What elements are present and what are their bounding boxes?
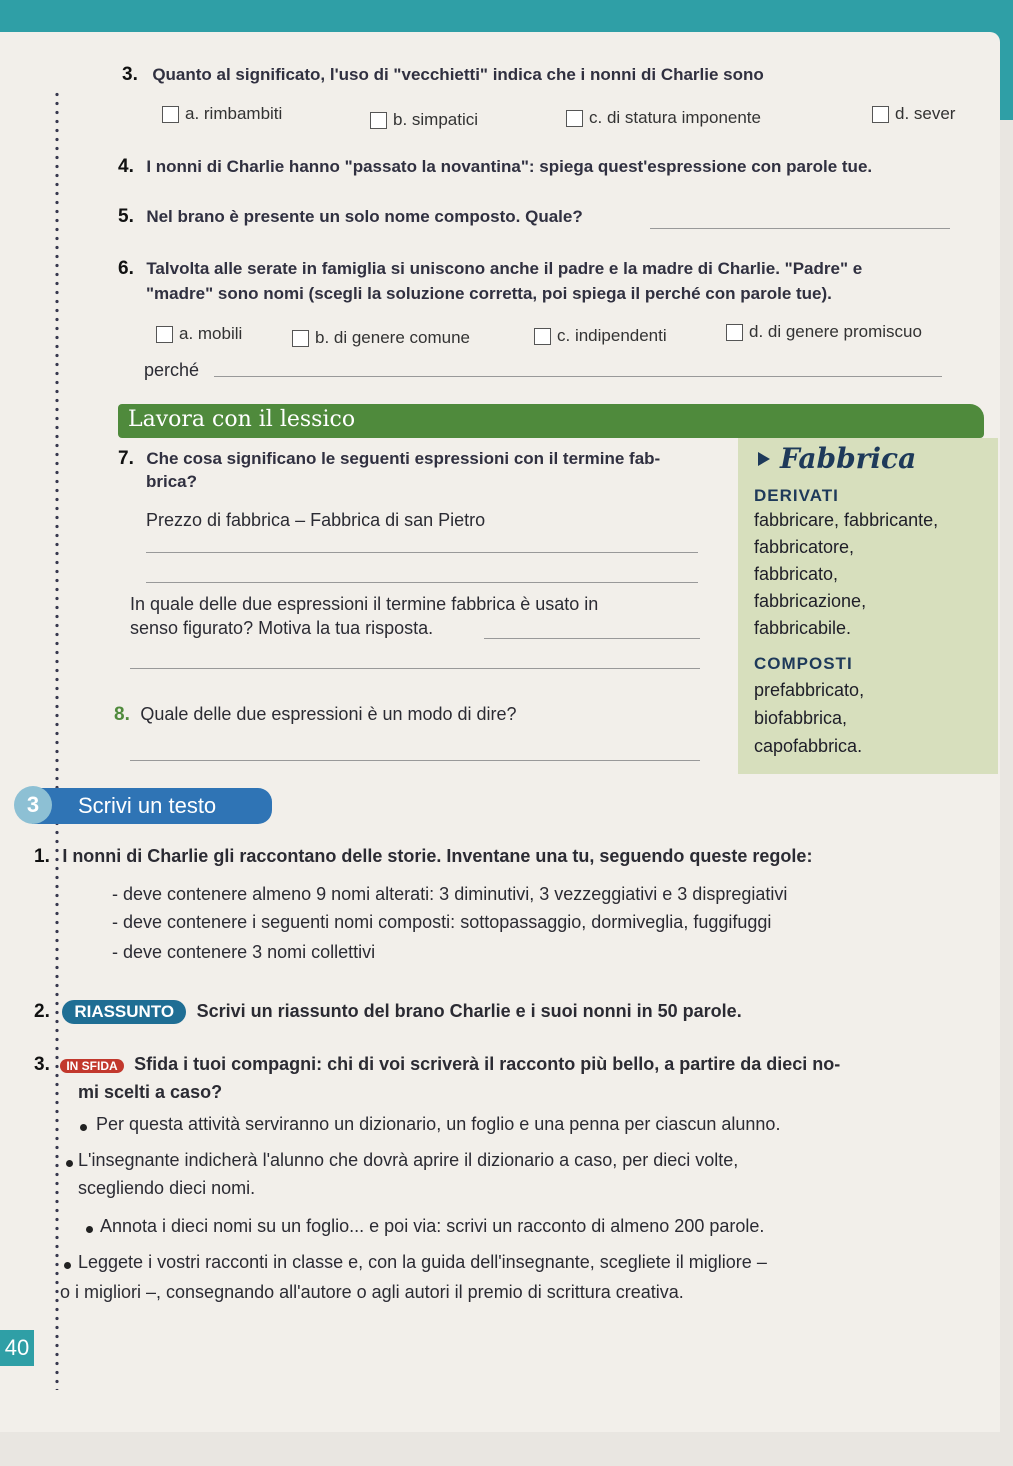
q7-answer-line-1[interactable]	[146, 552, 698, 553]
q6-prompt-line1: 6. Talvolta alle serate in famiglia si uniscono anche il padre e la madre di Charlie. "Padre" e	[118, 258, 863, 279]
task1-rule-2: - deve contenere i seguenti nomi composti: sottopassaggio, dormiveglia, fuggifuggi	[112, 912, 772, 932]
task1-rule-3: - deve contenere 3 nomi collettivi	[112, 942, 376, 962]
fabbrica-word-box	[738, 438, 998, 774]
checkbox[interactable]	[370, 112, 387, 129]
q8-prompt: 8. Quale delle due espressioni è un modo di dire?	[114, 704, 517, 725]
q5-prompt: 5. Nel brano è presente un solo nome composto. Quale?	[118, 206, 583, 227]
task1-prompt: 1. I nonni di Charlie gli raccontano delle storie. Inventane una tu, seguendo queste regole:	[34, 846, 813, 867]
task1-rule-1: - deve contenere almeno 9 nomi alterati: 3 diminutivi, 3 vezzeggiativi e 3 dispregiativi	[112, 884, 788, 904]
bullet-icon	[64, 1262, 71, 1269]
q4-prompt: 4. I nonni di Charlie hanno "passato la novantina": spiega quest'espressione con parole tue.	[118, 156, 873, 177]
checkbox[interactable]	[162, 106, 179, 123]
q6-perche-label: perché	[144, 360, 200, 380]
q7-expressions: Prezzo di fabbrica – Fabbrica di san Pietro	[146, 510, 486, 530]
bullet-icon	[66, 1160, 73, 1167]
q7-prompt-line1: 7. Che cosa significano le seguenti espressioni con il termine fab-	[118, 448, 661, 469]
q3-option-b[interactable]: b. simpatici	[370, 110, 478, 130]
task3-bullet-1: Per questa attività serviranno un dizionario, un foglio e una penna per ciascun alunno.	[96, 1114, 781, 1134]
composti-item: prefabbricato,	[754, 680, 865, 700]
task3-prompt-line2: mi scelti a caso?	[78, 1082, 223, 1102]
in-sfida-tag: IN SFIDA	[60, 1059, 123, 1073]
q3-option-d[interactable]: d. sever	[872, 104, 955, 124]
q7-sub-line2: senso figurato? Motiva la tua risposta.	[130, 618, 434, 638]
q6-option-b[interactable]: b. di genere comune	[292, 328, 470, 348]
dotted-margin	[54, 90, 60, 1390]
derivati-item: fabbricatore,	[754, 537, 855, 557]
bullet-icon	[80, 1124, 87, 1131]
q7-sub-answer-line-2[interactable]	[130, 668, 700, 669]
section-number-badge: 3	[14, 786, 52, 824]
q6-option-c[interactable]: c. indipendenti	[534, 326, 667, 346]
scrivi-banner: Scrivi un testo	[32, 788, 272, 824]
checkbox[interactable]	[726, 324, 743, 341]
task3-prompt: 3. IN SFIDA Sfida i tuoi compagni: chi di voi scriverà il racconto più bello, a partire da dieci no-	[34, 1054, 841, 1075]
task3-bullet-4: Leggete i vostri racconti in classe e, con la guida dell'insegnante, scegliete il migliore –	[78, 1252, 767, 1272]
task3-bullet-2: L'insegnante indicherà l'alunno che dovrà aprire il dizionario a caso, per dieci volte,	[78, 1150, 739, 1170]
checkbox[interactable]	[566, 110, 583, 127]
word-box-title: Fabbrica	[780, 442, 917, 475]
derivati-item: fabbricazione,	[754, 591, 867, 611]
composti-item: biofabbrica,	[754, 708, 848, 728]
q3-prompt: 3. Quanto al significato, l'uso di "vecchietti" indica che i nonni di Charlie sono	[122, 64, 764, 85]
q6-option-a[interactable]: a. mobili	[156, 324, 242, 344]
task3-bullet-3: Annota i dieci nomi su un foglio... e poi via: scrivi un racconto di almeno 200 parole.	[100, 1216, 765, 1236]
task2-prompt: 2. RIASSUNTO Scrivi un riassunto del brano Charlie e i suoi nonni in 50 parole.	[34, 1001, 742, 1022]
checkbox[interactable]	[872, 106, 889, 123]
task3-bullet-4-cont: o i migliori –, consegnando all'autore o agli autori il premio di scrittura creativa.	[60, 1282, 684, 1302]
lessico-banner: Lavora con il lessico	[118, 404, 984, 438]
q7-answer-line-2[interactable]	[146, 582, 698, 583]
derivati-item: fabbricato,	[754, 564, 839, 584]
derivati-item: fabbricare, fabbricante,	[754, 510, 939, 530]
q6-option-d[interactable]: d. di genere promiscuo	[726, 322, 922, 342]
composti-label: COMPOSTI	[754, 654, 853, 673]
q5-answer-line[interactable]	[650, 228, 950, 229]
q8-answer-line[interactable]	[130, 760, 700, 761]
checkbox[interactable]	[156, 326, 173, 343]
bullet-icon	[86, 1226, 93, 1233]
page-number: 40	[0, 1330, 34, 1366]
q6-answer-line[interactable]	[214, 376, 942, 377]
q7-sub-line1: In quale delle due espressioni il termine fabbrica è usato in	[130, 594, 599, 614]
riassunto-tag: RIASSUNTO	[62, 1000, 186, 1024]
checkbox[interactable]	[292, 330, 309, 347]
q3-option-c[interactable]: c. di statura imponente	[566, 108, 761, 128]
q3-option-a[interactable]: a. rimbambiti	[162, 104, 282, 124]
composti-item: capofabbrica.	[754, 736, 863, 756]
q6-prompt-line2: "madre" sono nomi (scegli la soluzione corretta, poi spiega il perché con parole tue).	[146, 284, 832, 303]
arrow-icon	[758, 452, 770, 466]
derivati-item: fabbricabile.	[754, 618, 852, 638]
checkbox[interactable]	[534, 328, 551, 345]
q7-sub-answer-line-1[interactable]	[484, 638, 700, 639]
derivati-label: DERIVATI	[754, 486, 839, 505]
task3-bullet-2-cont: scegliendo dieci nomi.	[78, 1178, 256, 1198]
q7-prompt-line2: brica?	[146, 472, 198, 491]
